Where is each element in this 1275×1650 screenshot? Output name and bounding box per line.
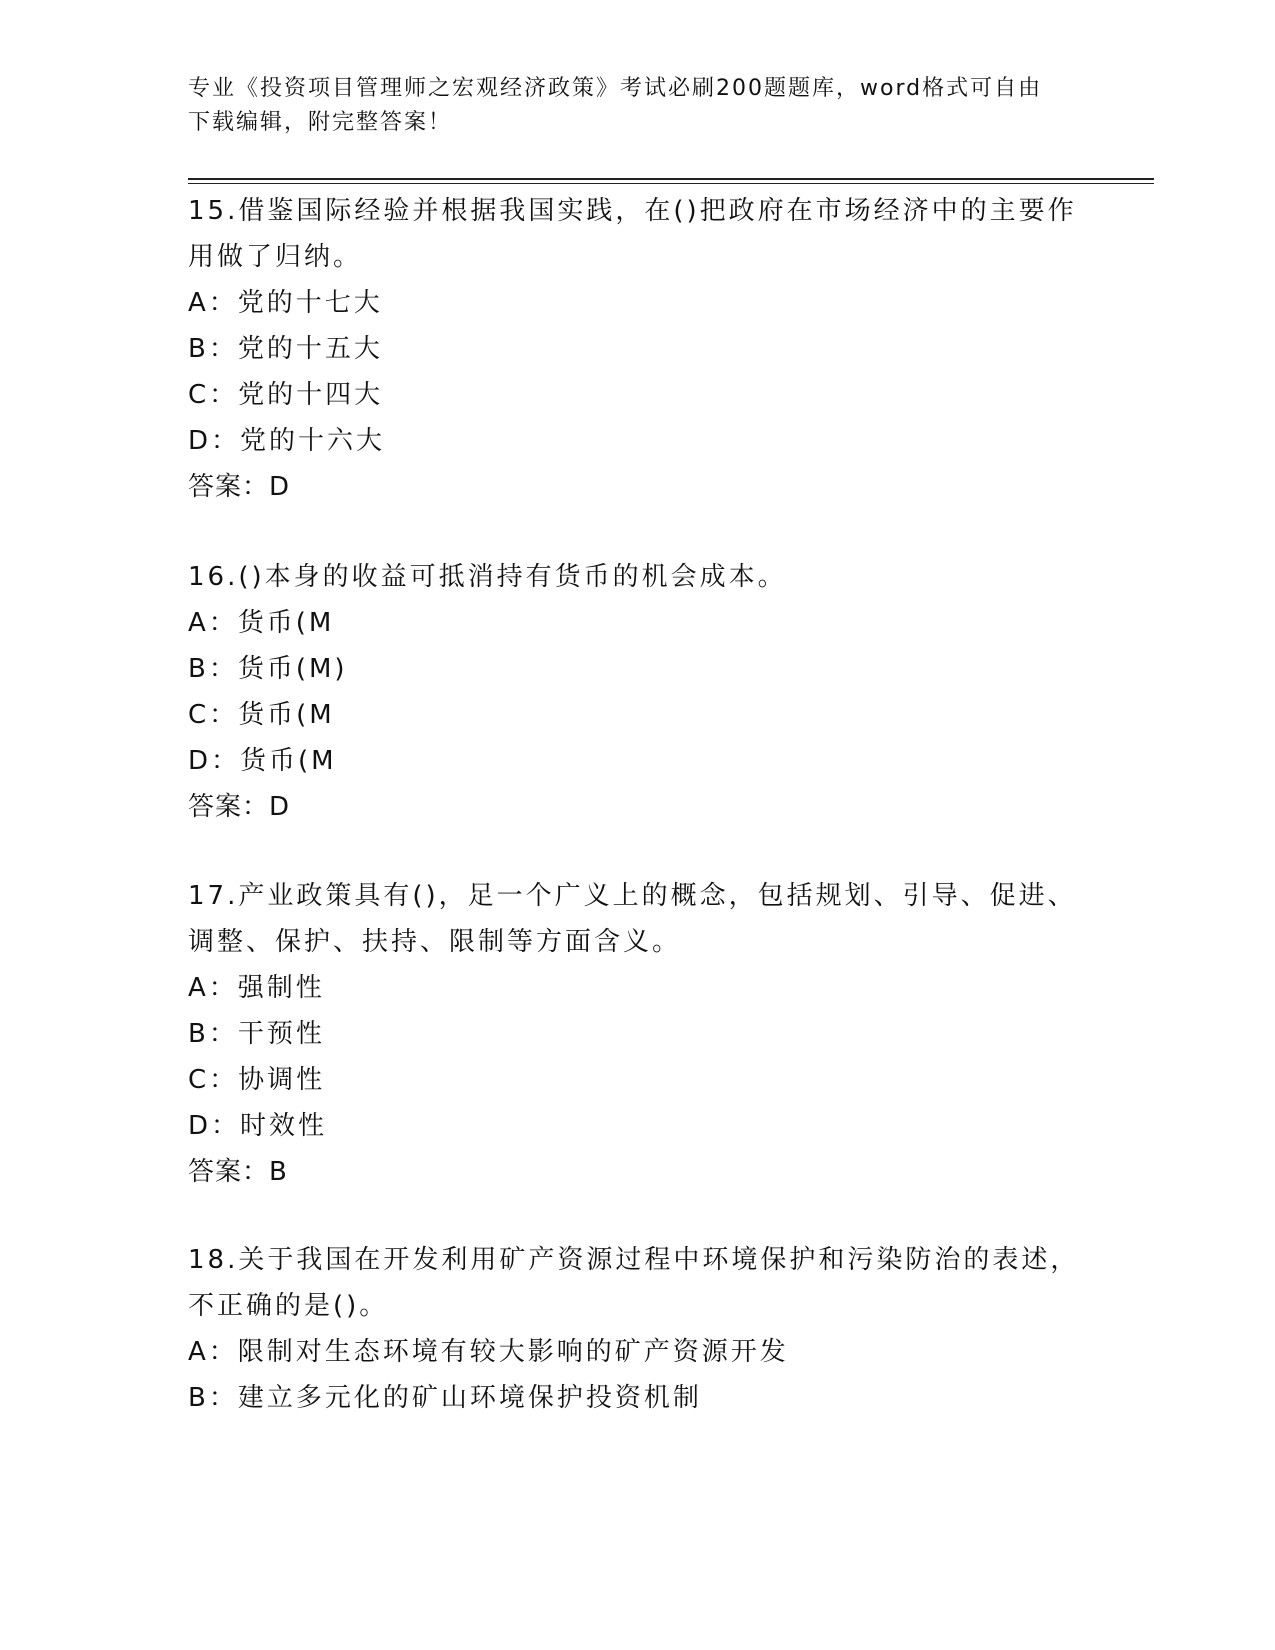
- option-c: C：协调性: [188, 1065, 326, 1095]
- question-stem: 17.产业政策具有()，足一个广义上的概念，包括规划、引导、促进、: [188, 881, 1077, 911]
- option-a: A：货币(M: [188, 608, 335, 638]
- question-16: [188, 554, 1088, 830]
- question-stem: 16.()本身的收益可抵消持有货币的机会成本。: [188, 562, 787, 592]
- question-stem: 15.借鉴国际经验并根据我国实践，在()把政府在市场经济中的主要作: [188, 196, 1077, 226]
- answer-line: 答案：D: [188, 472, 291, 502]
- question-17: [188, 873, 1088, 1195]
- header-line-2: 下载编辑，附完整答案！: [188, 110, 453, 135]
- header-divider-thin: [188, 183, 1154, 184]
- option-a: A：党的十七大: [188, 288, 383, 318]
- option-a: A：强制性: [188, 973, 325, 1003]
- option-a: A：限制对生态环境有较大影响的矿产资源开发: [188, 1337, 789, 1367]
- question-15: [188, 188, 1088, 510]
- question-stem: 18.关于我国在开发利用矿产资源过程中环境保护和污染防治的表述，: [188, 1245, 1080, 1275]
- option-c: C：货币(M: [188, 700, 335, 730]
- option-b: B：建立多元化的矿山环境保护投资机制: [188, 1383, 702, 1413]
- question-stem-continued: 用做了归纳。: [188, 242, 363, 272]
- question-stem-continued: 调整、保护、扶持、限制等方面含义。: [188, 927, 682, 957]
- option-b: B：干预性: [188, 1019, 325, 1049]
- option-d: D：货币(M: [188, 746, 337, 776]
- document-header: [188, 72, 1088, 140]
- answer-line: 答案：D: [188, 792, 291, 822]
- option-b: B：货币(M): [188, 654, 348, 684]
- header-line-1: 专业《投资项目管理师之宏观经济政策》考试必刷200题题库，word格式可自由: [188, 76, 1043, 101]
- option-c: C：党的十四大: [188, 380, 384, 410]
- option-d: D：时效性: [188, 1111, 328, 1141]
- question-18: [188, 1237, 1088, 1421]
- question-stem-continued: 不正确的是()。: [188, 1291, 389, 1321]
- option-b: B：党的十五大: [188, 334, 383, 364]
- answer-line: 答案：B: [188, 1157, 288, 1187]
- option-d: D：党的十六大: [188, 426, 386, 456]
- header-divider-thick: [188, 178, 1154, 180]
